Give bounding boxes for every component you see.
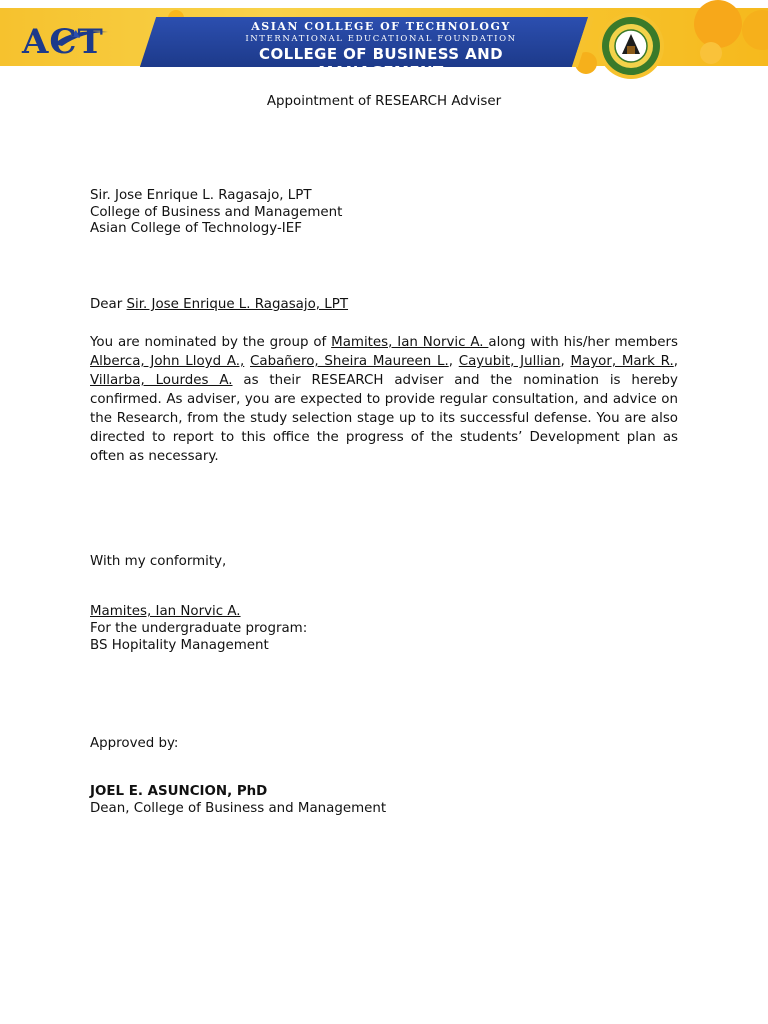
body-text: as their RESEARCH adviser and the nomination is hereby confirmed. As adviser, you are expected to provide regular consultation, and advice on the Research, from the study selection stage up to its successful defense. You are also directed to report to this office the progress of the students’ Development plan as often as necessary. [90,373,678,464]
program-name: BS Hopitality Management [90,637,269,653]
member-name: Mayor, Mark R. [570,354,674,369]
decor-bubble [694,0,742,48]
salutation [90,295,348,314]
group-leader: Mamites, Ian Norvic A. [331,335,489,350]
separator: , [673,354,678,369]
addressee-college: College of Business and Management [90,204,343,220]
act-logo [12,12,152,64]
salutation-prefix: Dear [90,297,127,312]
approved-by-label: Approved by: [90,736,179,751]
member-name: Cabañero, Sheira Maureen L. [250,354,449,369]
addressee-block [90,188,342,238]
college-name: COLLEGE OF BUSINESS AND MANAGEMENT [259,45,503,81]
separator: , [448,354,459,369]
addressee-institution: Asian College of Technology-IEF [90,221,302,236]
program-label: For the undergraduate program: [90,621,308,636]
conformity-line: With my conformity, [90,554,227,569]
member-name: Villarba, Lourdes A. [90,373,233,388]
document-title: Appointment of RESEARCH Adviser [266,94,502,109]
foundation-name: INTERNATIONAL EDUCATIONAL FOUNDATION [245,34,517,44]
college-seal-icon [592,10,670,80]
salutation-name: Sir. Jose Enrique L. Ragasajo, LPT [126,297,349,312]
header-banner [0,0,768,82]
decor-bubble [700,42,722,64]
dean-block [90,783,386,817]
body-text: along with his/her members [488,335,678,350]
member-name: Cayubit, Jullian [458,354,561,369]
dean-title: Dean, College of Business and Management [90,801,387,816]
logo-text: ACT [22,22,104,62]
dean-name: JOEL E. ASUNCION, PhD [90,784,268,799]
body-paragraph [90,333,678,466]
body-text: You are nominated by the group of [90,335,332,350]
signatory-name: Mamites, Ian Norvic A. [90,604,241,619]
member-name: Alberca, John Lloyd A., [90,354,245,369]
institution-name: ASIAN COLLEGE OF TECHNOLOGY [251,20,511,33]
addressee-name: Sir. Jose Enrique L. Ragasajo, LPT [90,188,312,203]
signatory-block [90,602,307,654]
separator: , [560,354,571,369]
